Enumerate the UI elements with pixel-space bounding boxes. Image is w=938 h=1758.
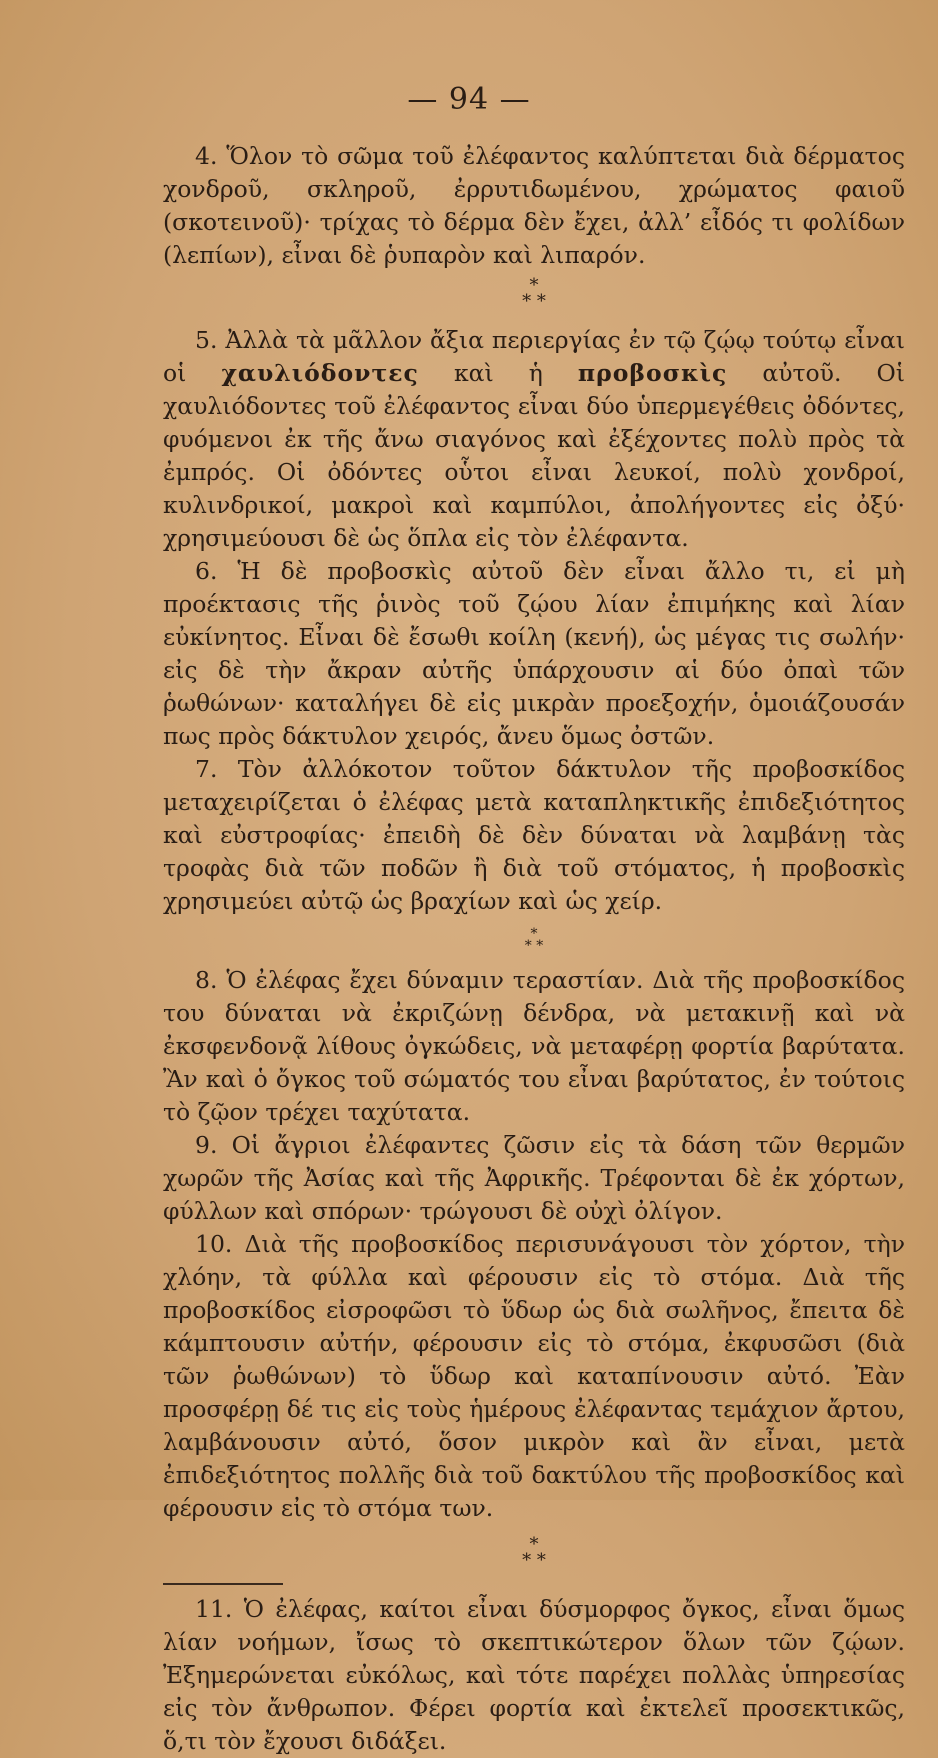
paragraph-number: 5.	[195, 326, 218, 354]
paragraph-10	[163, 1228, 905, 1525]
page-number: — 94 —	[407, 82, 531, 117]
divider	[163, 1583, 905, 1593]
separator-stars-pair: * *	[522, 291, 546, 312]
separator-star: *	[529, 275, 539, 296]
paragraph-number: 8.	[195, 966, 218, 994]
paragraph-text: Ὅλον τὸ σῶμα τοῦ ἐλέφαντος καλύπτεται διὰ δέρματος χονδροῦ, σκληροῦ, ἐρρυτιδωμένου, χρώματος φαιοῦ (σκοτεινοῦ)· τρίχας τὸ δέρμα δὲν ἔχει, ἀλλ’ εἶδός τι φολίδων (λεπίων), εἶναι δὲ ῥυπαρὸν καὶ λιπαρόν.	[163, 142, 905, 269]
paragraph-number: 4.	[195, 142, 218, 170]
paragraph-text: Ὁ ἐλέφας ἔχει δύναμιν τεραστίαν. Διὰ τῆς προβοσκίδος του δύναται νὰ ἐκριζώνῃ δένδρα, νὰ μετακινῇ καὶ νὰ ἐκσφενδονᾷ λίθους ὀγκώδεις, νὰ μεταφέρῃ φορτία βαρύτατα. Ἂν καὶ ὁ ὄγκος τοῦ σώματός του εἶναι βαρύτατος, ἐν τούτοις τὸ ζῷον τρέχει ταχύτατα.	[163, 966, 905, 1126]
term-tusks: χαυλιόδοντες	[221, 359, 419, 387]
paragraph-5	[163, 324, 905, 555]
paragraph-6	[163, 555, 905, 753]
paragraph-8	[163, 964, 905, 1129]
section-separator	[163, 918, 905, 964]
paragraph-text: Οἱ ἄγριοι ἐλέφαντες ζῶσιν εἰς τὰ δάση τῶν θερμῶν χωρῶν τῆς Ἀσίας καὶ τῆς Ἀφρικῆς. Τρέφονται δὲ ἐκ χόρτων, φύλλων καὶ σπόρων· τρώγουσι δὲ οὐχὶ ὀλίγον.	[163, 1131, 905, 1225]
section-separator	[163, 272, 905, 324]
paragraph-text: Ἡ δὲ προβοσκὶς αὐτοῦ δὲν εἶναι ἄλλο τι, εἰ μὴ προέκτασις τῆς ῥινὸς τοῦ ζῴου λίαν ἐπιμήκης καὶ λίαν εὐκίνητος. Εἶναι δὲ ἔσωθι κοίλη (κενή), ὡς μέγας τις σωλήν· εἰς δὲ τὴν ἄκραν αὐτῆς ὑπάρχουσιν αἱ δύο ὀπαὶ τῶν ῥωθώνων· καταλήγει δὲ εἰς μικρὰν προεξοχήν, ὁμοιάζουσάν πως πρὸς δάκτυλον χειρός, ἄνευ ὅμως ὀστῶν.	[163, 557, 905, 750]
paragraph-number: 9.	[195, 1131, 218, 1159]
separator-stars-pair: * *	[522, 1550, 546, 1571]
paragraph-text: Ἀλλὰ τὰ μᾶλλον ἄξια περιεργίας ἐν τῷ ζῴῳ τούτῳ εἶναι οἱ	[163, 326, 905, 387]
paragraph-text: Τὸν ἀλλόκοτον τοῦτον δάκτυλον τῆς προβοσκίδος μεταχειρίζεται ὁ ἐλέφας μετὰ καταπληκτικῆς ἐπιδεξιότητος καὶ εὐστροφίας· ἐπειδὴ δὲ δὲν δύναται νὰ λαμβάνῃ τὰς τροφὰς διὰ τῶν ποδῶν ἢ διὰ τοῦ στόματος, ἡ προβοσκὶς χρησιμεύει αὐτῷ ὡς βραχίων καὶ ὡς χείρ.	[163, 755, 905, 915]
section-separator	[163, 1525, 905, 1583]
paragraph-number: 6.	[195, 557, 218, 585]
separator-star: *	[529, 1534, 539, 1555]
paragraph-text: αὐτοῦ. Οἱ χαυλιόδοντες τοῦ ἐλέφαντος εἶναι δύο ὑπερμεγέθεις ὀδόντες, φυόμενοι ἐκ τῆς ἄνω σιαγόνος καὶ ἐξέχοντες πολὺ πρὸς τὰ ἐμπρός. Οἱ ὀδόντες οὗτοι εἶναι λευκοί, πολὺ χονδροί, κυλινδρικοί, μακροὶ καὶ καμπύλοι, ἀπολήγοντες εἰς ὀξύ· χρησιμεύουσι δὲ ὡς ὅπλα εἰς τὸν ἐλέφαντα.	[163, 359, 905, 552]
paragraph-text: Διὰ τῆς προβοσκίδος περισυνάγουσι τὸν χόρτον, τὴν χλόην, τὰ φύλλα καὶ φέρουσιν εἰς τὸ στόμα. Διὰ τῆς προβοσκίδος εἰσροφῶσι τὸ ὕδωρ ὡς διὰ σωλῆνος, ἔπειτα δὲ κάμπτουσιν αὐτήν, φέρουσιν εἰς τὸ στόμα, ἐκφυσῶσι (διὰ τῶν ῥωθώνων) τὸ ὕδωρ καὶ καταπίνουσιν αὐτό. Ἐὰν προσφέρῃ δέ τις εἰς τοὺς ἡμέρους ἐλέφαντας τεμάχιον ἄρτου, λαμβάνουσιν αὐτό, ὅσον μικρὸν καὶ ἂν εἶναι, μετὰ ἐπιδεξιότητος πολλῆς διὰ τοῦ δακτύλου τῆς προβοσκίδος καὶ φέρουσιν εἰς τὸ στόμα των.	[163, 1230, 905, 1522]
paragraph-4	[163, 140, 905, 272]
paragraph-7	[163, 753, 905, 918]
paragraph-text: καὶ ἡ	[453, 359, 543, 387]
divider-line	[163, 1583, 283, 1585]
paragraph-number: 11.	[195, 1595, 233, 1623]
separator-star: *	[530, 926, 538, 942]
paragraph-text: Ὁ ἐλέφας, καίτοι εἶναι δύσμορφος ὄγκος, εἶναι ὅμως λίαν νοήμων, ἴσως τὸ σκεπτικώτερον ὅλων τῶν ζῴων. Ἐξημερώνεται εὐκόλως, καὶ τότε παρέχει πολλὰς ὑπηρεσίας εἰς τὸν ἄνθρωπον. Φέρει φορτία καὶ ἐκτελεῖ προσεκτικῶς, ὅ,τι τὸν ἔχουσι διδάξει.	[163, 1595, 905, 1755]
paragraph-11	[163, 1593, 905, 1758]
paragraph-9	[163, 1129, 905, 1228]
paragraph-number: 7.	[195, 755, 218, 783]
separator-stars-pair: * *	[524, 938, 544, 954]
paragraph-number: 10.	[195, 1230, 233, 1258]
term-trunk: προβοσκὶς	[577, 359, 728, 387]
body-text	[163, 140, 905, 1758]
